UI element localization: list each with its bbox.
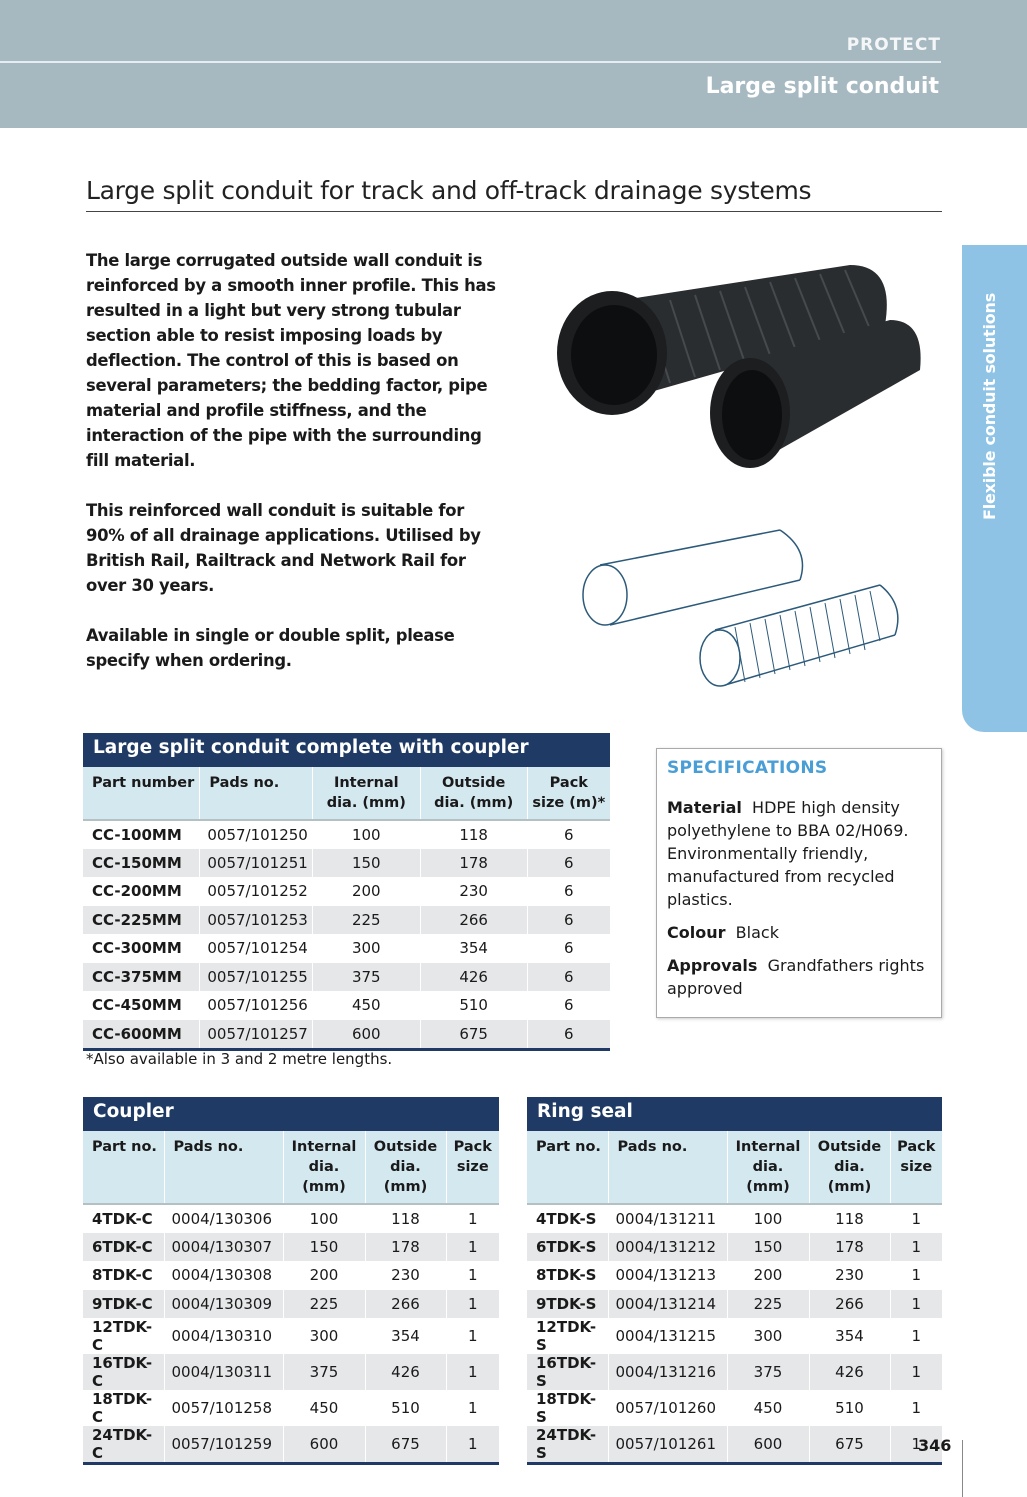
heading-rule (86, 211, 942, 212)
table-cell: CC-300MM (92, 939, 182, 958)
header-title: Large split conduit (705, 74, 939, 99)
coupler-table (83, 1097, 499, 1465)
table-cell: 0004/131211 (608, 1204, 727, 1233)
table-cell: CC-200MM (92, 882, 182, 901)
table-row (83, 1354, 499, 1390)
table-cell: 178 (809, 1233, 890, 1262)
column-header: Outside dia. (mm) (809, 1131, 890, 1204)
ring-seal-table (527, 1097, 942, 1465)
table-row (83, 1020, 610, 1049)
table-row (83, 849, 610, 878)
table-cell: 266 (365, 1290, 446, 1319)
table-cell: 100 (312, 820, 420, 849)
table-cell: 150 (727, 1233, 809, 1262)
column-header: Pads no. (200, 767, 313, 820)
table-cell: 1 (890, 1290, 942, 1319)
column-header: Pads no. (164, 1131, 283, 1204)
table-cell: 0057/101257 (200, 1020, 313, 1049)
table-cell: 0004/131212 (608, 1233, 727, 1262)
table-cell: 230 (365, 1261, 446, 1290)
table-row (527, 1426, 942, 1462)
table-row (83, 877, 610, 906)
table-cell: 0057/101252 (200, 877, 313, 906)
table-cell: 6TDK-C (83, 1233, 164, 1262)
table-header-row (83, 1131, 499, 1204)
table-cell: 266 (809, 1290, 890, 1319)
table-cell: 12TDK-S (536, 1318, 597, 1354)
intro-paragraph: The large corrugated outside wall conduit is reinforced by a smooth inner profile. This has resulted in a light but very strong tubular section able to resist imposing loads by deflection. The control of this is based on several parameters; the bedding factor, pipe material and profile stiffness, and the interaction of the pipe with the surrounding fill material. (86, 251, 496, 470)
table-cell: 426 (420, 963, 527, 992)
intro-paragraph: Available in single or double split, please specify when ordering. (86, 626, 455, 670)
table-cell: 354 (809, 1318, 890, 1354)
table-cell: 675 (420, 1020, 527, 1049)
table-cell: 375 (312, 963, 420, 992)
table-cell: 1 (446, 1233, 499, 1262)
table-cell: 150 (312, 849, 420, 878)
table-cell: 18TDK-S (536, 1390, 597, 1426)
table-cell: 0004/131213 (608, 1261, 727, 1290)
spec-value: Grandfathers rights approved (667, 956, 925, 998)
table-cell: 0057/101261 (608, 1426, 727, 1462)
table-cell: 1 (890, 1261, 942, 1290)
table-row (83, 1233, 499, 1262)
table-cell: 1 (890, 1204, 942, 1233)
column-header: Pack size (m)* (527, 767, 610, 820)
table-cell: 118 (420, 820, 527, 849)
side-tab (962, 245, 1027, 732)
spec-item (667, 954, 931, 1000)
table-row (83, 1426, 499, 1462)
table-cell: 225 (727, 1290, 809, 1319)
table-cell: 0057/101258 (164, 1390, 283, 1426)
table-row (527, 1390, 942, 1426)
table-cell: 118 (809, 1204, 890, 1233)
table-row (83, 906, 610, 935)
spec-item (667, 796, 931, 911)
table-cell: 0057/101251 (200, 849, 313, 878)
table-cell: 300 (312, 934, 420, 963)
column-header: Part number (83, 767, 200, 820)
table-cell: 9TDK-S (527, 1290, 608, 1319)
table-cell: 8TDK-C (92, 1266, 153, 1285)
table-cell: 1 (890, 1318, 942, 1354)
table-cell: 178 (420, 849, 527, 878)
table-cell: 375 (283, 1354, 365, 1390)
table-cell: 230 (420, 877, 527, 906)
table-cell: 0057/101256 (200, 991, 313, 1020)
table-cell: 1 (446, 1290, 499, 1319)
column-header: Internal dia. (mm) (312, 767, 420, 820)
table-cell: 200 (312, 877, 420, 906)
table-title: Ring seal (527, 1097, 942, 1131)
table-cell: 600 (283, 1426, 365, 1462)
table-cell: 6 (527, 1020, 610, 1049)
table-row (83, 1204, 499, 1233)
table-cell: 225 (312, 906, 420, 935)
table-cell: 150 (283, 1233, 365, 1262)
spec-label: Material (667, 798, 742, 817)
table-row (83, 1261, 499, 1290)
column-header: Outside dia. (mm) (420, 767, 527, 820)
column-header: Pads no. (608, 1131, 727, 1204)
table-cell: 1 (446, 1390, 499, 1426)
spec-label: Colour (667, 923, 726, 942)
table-cell: 6 (527, 934, 610, 963)
page-header (0, 0, 1027, 128)
table-cell: 0057/101255 (200, 963, 313, 992)
section-label: PROTECT (846, 35, 941, 55)
table-cell: 600 (727, 1426, 809, 1462)
table-cell: 0057/101259 (164, 1426, 283, 1462)
column-header: Part no. (83, 1131, 164, 1204)
table-cell: CC-100MM (92, 825, 182, 844)
page-number-rule (962, 1440, 963, 1497)
column-header: Part no. (527, 1131, 608, 1204)
table-cell: 0004/131214 (608, 1290, 727, 1319)
table-cell: 100 (727, 1204, 809, 1233)
table-bottom-rule (527, 1462, 942, 1465)
table-cell: 6TDK-S (527, 1233, 608, 1262)
table-title: Coupler (83, 1097, 499, 1131)
table-row (527, 1318, 942, 1354)
table-cell: 1 (446, 1204, 499, 1233)
intro-paragraph: This reinforced wall conduit is suitable for 90% of all drainage applications. Utilised by British Rail, Railtrack and Network Rail for over 30 years. (86, 501, 481, 595)
split-conduit-drawing (583, 530, 898, 686)
table-cell: 0057/101250 (200, 820, 313, 849)
table-cell: 6 (527, 906, 610, 935)
table-cell: 426 (365, 1354, 446, 1390)
table-cell: 426 (809, 1354, 890, 1390)
table-cell: 0057/101260 (608, 1390, 727, 1426)
table-cell: 0004/131216 (608, 1354, 727, 1390)
table-cell: 4TDK-C (92, 1209, 153, 1228)
table-cell: 6 (527, 849, 610, 878)
table-row (527, 1261, 942, 1290)
table-cell: 1 (890, 1354, 942, 1390)
table-cell: 300 (727, 1318, 809, 1354)
table-cell: 0057/101253 (200, 906, 313, 935)
table-row (83, 963, 610, 992)
table-cell: 1 (890, 1426, 942, 1462)
spec-label: Approvals (667, 956, 758, 975)
table-cell: 200 (727, 1261, 809, 1290)
column-header: Pack size (890, 1131, 942, 1204)
table-cell: 6 (527, 963, 610, 992)
table-cell: 354 (420, 934, 527, 963)
table-cell: 0004/131215 (608, 1318, 727, 1354)
table-cell: 0004/130310 (164, 1318, 283, 1354)
table-cell: 1 (446, 1318, 499, 1354)
side-tab-label: Flexible conduit solutions (980, 292, 999, 520)
table-cell: 300 (283, 1318, 365, 1354)
table-cell: 375 (727, 1354, 809, 1390)
table-cell: 0004/130306 (164, 1204, 283, 1233)
table-cell: 6 (527, 820, 610, 849)
table-row (527, 1233, 942, 1262)
table-cell: 1 (446, 1261, 499, 1290)
table-cell: 510 (420, 991, 527, 1020)
table-cell: 16TDK-C (83, 1354, 164, 1390)
specs-title: SPECIFICATIONS (667, 758, 828, 778)
table-row (527, 1204, 942, 1233)
table-row (527, 1354, 942, 1390)
spec-value: Black (735, 923, 779, 942)
table-cell: 1 (446, 1354, 499, 1390)
table-cell: 200 (283, 1261, 365, 1290)
conduit-photo (550, 255, 950, 715)
table-row (83, 934, 610, 963)
table-cell: 6 (527, 991, 610, 1020)
table-cell: 450 (312, 991, 420, 1020)
table-cell: 1 (446, 1426, 499, 1462)
table-cell: 0004/130309 (164, 1290, 283, 1319)
page-number: 346 (918, 1436, 952, 1455)
table-row (83, 1318, 499, 1354)
specifications-box (656, 748, 942, 1018)
table-cell: 510 (365, 1390, 446, 1426)
table-cell: 450 (283, 1390, 365, 1426)
table-cell: 9TDK-C (83, 1290, 164, 1319)
table-header-row (527, 1131, 942, 1204)
main-product-table (83, 733, 610, 1051)
table-cell: 600 (312, 1020, 420, 1049)
table-cell: CC-150MM (83, 849, 200, 878)
table-row (83, 820, 610, 849)
table-cell: 12TDK-C (92, 1318, 153, 1354)
table-cell: 16TDK-S (527, 1354, 608, 1390)
header-divider (0, 61, 941, 63)
table-cell: 0004/130307 (164, 1233, 283, 1262)
table-row (83, 1390, 499, 1426)
table-cell: 0004/130308 (164, 1261, 283, 1290)
table-cell: 266 (420, 906, 527, 935)
table-cell: 6 (527, 877, 610, 906)
table-row (83, 991, 610, 1020)
table-cell: 675 (809, 1426, 890, 1462)
table-cell: CC-225MM (83, 906, 200, 935)
table-cell: CC-450MM (92, 996, 182, 1015)
table-cell: 0004/130311 (164, 1354, 283, 1390)
table-cell: 118 (365, 1204, 446, 1233)
intro-text (86, 248, 506, 698)
table-cell: 225 (283, 1290, 365, 1319)
table-cell: 0057/101254 (200, 934, 313, 963)
footnote: *Also available in 3 and 2 metre lengths. (86, 1050, 393, 1068)
table-cell: 8TDK-S (536, 1266, 597, 1285)
table-cell: 230 (809, 1261, 890, 1290)
table-cell: CC-375MM (83, 963, 200, 992)
table-bottom-rule (83, 1462, 499, 1465)
table-cell: 1 (890, 1233, 942, 1262)
column-header: Internal dia. (mm) (283, 1131, 365, 1204)
table-cell: 178 (365, 1233, 446, 1262)
table-cell: 675 (365, 1426, 446, 1462)
table-row (527, 1290, 942, 1319)
table-cell: CC-600MM (83, 1020, 200, 1049)
column-header: Outside dia. (mm) (365, 1131, 446, 1204)
table-cell: 100 (283, 1204, 365, 1233)
table-title: Large split conduit complete with coupler (83, 733, 610, 767)
table-cell: 24TDK-S (527, 1426, 608, 1462)
table-row (83, 1290, 499, 1319)
spec-item (667, 921, 931, 944)
table-cell: 450 (727, 1390, 809, 1426)
column-header: Pack size (446, 1131, 499, 1204)
table-cell: 354 (365, 1318, 446, 1354)
table-cell: 4TDK-S (536, 1209, 597, 1228)
column-header: Internal dia. (mm) (727, 1131, 809, 1204)
page-heading: Large split conduit for track and off-track drainage systems (86, 176, 812, 205)
spec-value: HDPE high density polyethylene to BBA 02/H069. Environmentally friendly, manufactured from recycled plastics. (667, 798, 909, 909)
table-cell: 510 (809, 1390, 890, 1426)
table-cell: 18TDK-C (92, 1390, 153, 1426)
table-cell: 1 (890, 1390, 942, 1426)
table-header-row (83, 767, 610, 820)
table-cell: 24TDK-C (83, 1426, 164, 1462)
